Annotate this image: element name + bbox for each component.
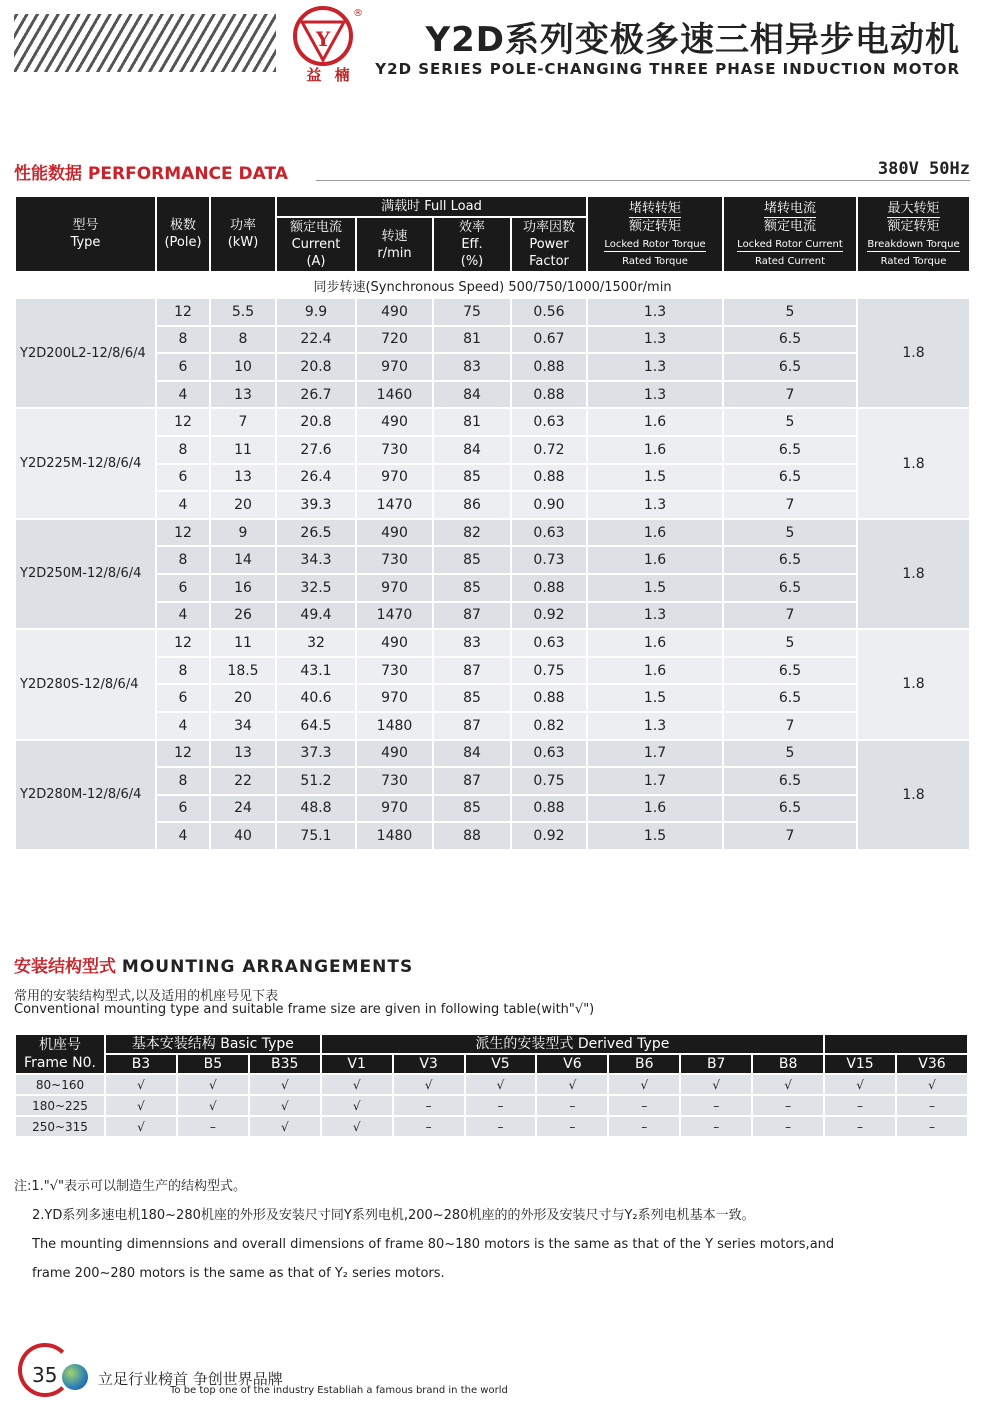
table-row xyxy=(15,408,970,436)
table-cell: 26 xyxy=(210,602,276,630)
header-efficiency: 效率 Eff. (%) xyxy=(433,217,511,272)
mount-mark: – xyxy=(752,1095,824,1116)
header-locked-rotor-current: 堵转电流 额定电流 Locked Rotor Current Rated Current xyxy=(723,196,857,272)
brand-name: 益 楠 xyxy=(306,66,354,84)
table-row xyxy=(15,381,970,409)
mount-col-header: V1 xyxy=(321,1054,393,1074)
mount-mark: √ xyxy=(249,1095,321,1116)
table-cell: 5 xyxy=(723,298,857,326)
table-cell: 1.5 xyxy=(587,574,723,602)
table-cell: 34.3 xyxy=(276,546,356,574)
table-cell: 0.82 xyxy=(511,712,587,740)
table-cell: 730 xyxy=(356,767,433,795)
table-cell: 1.6 xyxy=(587,795,723,823)
table-cell: 0.63 xyxy=(511,740,587,768)
table-cell: 48.8 xyxy=(276,795,356,823)
mount-mark: – xyxy=(465,1116,537,1137)
table-cell: 83 xyxy=(433,353,511,381)
mount-mark: – xyxy=(393,1116,465,1137)
table-cell: 20 xyxy=(210,491,276,519)
table-cell: 6 xyxy=(156,795,210,823)
mount-col-header: V5 xyxy=(465,1054,537,1074)
table-cell: 1.6 xyxy=(587,657,723,685)
table-cell: 0.67 xyxy=(511,326,587,354)
table-cell: 26.7 xyxy=(276,381,356,409)
mount-col-header: B6 xyxy=(608,1054,680,1074)
notes-block xyxy=(14,1172,834,1288)
table-cell: 490 xyxy=(356,408,433,436)
table-cell: 970 xyxy=(356,684,433,712)
mount-col-header: B5 xyxy=(177,1054,249,1074)
table-cell: 1470 xyxy=(356,602,433,630)
table-cell: 7 xyxy=(723,602,857,630)
table-cell: 1.7 xyxy=(587,740,723,768)
table-cell: 730 xyxy=(356,546,433,574)
section-divider xyxy=(316,180,970,181)
table-cell: 5 xyxy=(723,629,857,657)
table-cell: 8 xyxy=(210,326,276,354)
table-cell: 9.9 xyxy=(276,298,356,326)
table-cell: 8 xyxy=(156,546,210,574)
table-cell: 20.8 xyxy=(276,353,356,381)
table-cell: 0.88 xyxy=(511,381,587,409)
table-cell: 1.3 xyxy=(587,491,723,519)
table-row xyxy=(15,684,970,712)
performance-title-en: PERFORMANCE DATA xyxy=(87,164,288,184)
table-cell: 64.5 xyxy=(276,712,356,740)
note-1: 注:1."√"表示可以制造生产的结构型式。 xyxy=(14,1179,247,1194)
table-cell: 32.5 xyxy=(276,574,356,602)
table-cell: 6.5 xyxy=(723,684,857,712)
table-row xyxy=(15,602,970,630)
table-row xyxy=(15,629,970,657)
table-cell: 6.5 xyxy=(723,326,857,354)
table-cell: 22 xyxy=(210,767,276,795)
note-3: The mounting dimennsions and overall dimensions of frame 80~180 motors is the same as that of the Y series motors,and xyxy=(32,1237,835,1252)
mount-mark: – xyxy=(177,1116,249,1137)
mount-mark: √ xyxy=(105,1095,177,1116)
table-row xyxy=(15,326,970,354)
table-cell: 9 xyxy=(210,519,276,547)
table-cell: 40.6 xyxy=(276,684,356,712)
table-cell: 970 xyxy=(356,795,433,823)
table-row xyxy=(15,740,970,768)
mount-mark: – xyxy=(824,1095,896,1116)
slogan-en: To be top one of the industry Establiah a famous brand in the world xyxy=(170,1385,508,1396)
table-cell: 1.6 xyxy=(587,408,723,436)
mount-col-header: B3 xyxy=(105,1054,177,1074)
table-cell: 7 xyxy=(723,491,857,519)
header-current: 额定电流 Current (A) xyxy=(276,217,356,272)
table-cell: 490 xyxy=(356,519,433,547)
table-cell: 1460 xyxy=(356,381,433,409)
sync-speed-note: 同步转速(Synchronous Speed) 500/750/1000/1500r/min xyxy=(15,272,970,298)
mount-mark: – xyxy=(680,1095,752,1116)
table-cell: 82 xyxy=(433,519,511,547)
performance-title-cn: 性能数据 xyxy=(14,164,82,184)
mount-col-header: V15 xyxy=(824,1054,896,1074)
note-4: frame 200~280 motors is the same as that of Y₂ series motors. xyxy=(32,1266,445,1281)
mount-mark: √ xyxy=(177,1074,249,1095)
mount-mark: √ xyxy=(321,1116,393,1137)
table-cell: 18.5 xyxy=(210,657,276,685)
mount-mark: – xyxy=(752,1116,824,1137)
mount-mark: √ xyxy=(393,1074,465,1095)
table-cell: 490 xyxy=(356,740,433,768)
table-cell: 16 xyxy=(210,574,276,602)
table-cell: 4 xyxy=(156,602,210,630)
table-cell: 6.5 xyxy=(723,574,857,602)
table-cell: 13 xyxy=(210,381,276,409)
page-number: 35 xyxy=(32,1363,58,1387)
table-cell: 12 xyxy=(156,519,210,547)
table-row xyxy=(15,657,970,685)
table-cell: 87 xyxy=(433,657,511,685)
table-cell: 85 xyxy=(433,546,511,574)
table-cell: 5 xyxy=(723,408,857,436)
mounting-desc-en: Conventional mounting type and suitable frame size are given in following table(with"√") xyxy=(14,1002,595,1017)
table-cell: 6 xyxy=(156,464,210,492)
header-speed: 转速 r/min xyxy=(356,217,433,272)
table-cell: 34 xyxy=(210,712,276,740)
table-cell: 0.63 xyxy=(511,519,587,547)
table-cell: 6.5 xyxy=(723,546,857,574)
table-cell: 6 xyxy=(156,353,210,381)
table-cell: 5 xyxy=(723,519,857,547)
table-cell: 7 xyxy=(723,381,857,409)
table-row xyxy=(15,546,970,574)
mounting-desc-cn: 常用的安装结构型式,以及适用的机座号见下表 xyxy=(14,989,279,1004)
svg-text:®: ® xyxy=(353,8,363,19)
table-cell: 1480 xyxy=(356,712,433,740)
table-row xyxy=(15,1116,968,1137)
table-cell: 20 xyxy=(210,684,276,712)
table-cell: 0.72 xyxy=(511,436,587,464)
page-title-en: Y2D SERIES POLE-CHANGING THREE PHASE INDUCTION MOTOR xyxy=(375,60,960,78)
mount-col-header: V36 xyxy=(896,1054,968,1074)
header-basic-type: 基本安装结构 Basic Type xyxy=(105,1034,321,1054)
header-blank xyxy=(824,1034,968,1054)
table-cell: 1480 xyxy=(356,822,433,850)
table-cell: 81 xyxy=(433,326,511,354)
table-cell: 27.6 xyxy=(276,436,356,464)
table-cell: 26.4 xyxy=(276,464,356,492)
table-cell: 10 xyxy=(210,353,276,381)
header-locked-rotor-torque: 堵转转矩 额定转矩 Locked Rotor Torque Rated Torque xyxy=(587,196,723,272)
table-row xyxy=(15,795,970,823)
table-cell: 1.5 xyxy=(587,464,723,492)
mount-mark: – xyxy=(896,1095,968,1116)
table-cell: 1.3 xyxy=(587,381,723,409)
table-cell: 0.63 xyxy=(511,629,587,657)
mount-mark: – xyxy=(536,1095,608,1116)
table-cell: 0.73 xyxy=(511,546,587,574)
mounting-title-en: MOUNTING ARRANGEMENTS xyxy=(121,957,414,977)
table-row xyxy=(15,1095,968,1116)
model-name: Y2D280S-12/8/6/4 xyxy=(15,629,156,739)
table-cell: 8 xyxy=(156,657,210,685)
table-cell: 1.3 xyxy=(587,326,723,354)
table-cell: 970 xyxy=(356,574,433,602)
table-cell: 6 xyxy=(156,684,210,712)
table-cell: 6.5 xyxy=(723,795,857,823)
table-row xyxy=(15,712,970,740)
table-cell: 970 xyxy=(356,353,433,381)
table-cell: 1.3 xyxy=(587,298,723,326)
mount-mark: – xyxy=(824,1116,896,1137)
mount-col-header: B8 xyxy=(752,1054,824,1074)
table-cell: 85 xyxy=(433,464,511,492)
mount-mark: √ xyxy=(321,1095,393,1116)
table-cell: 24 xyxy=(210,795,276,823)
model-name: Y2D225M-12/8/6/4 xyxy=(15,408,156,518)
table-cell: 6.5 xyxy=(723,767,857,795)
mount-col-header: V3 xyxy=(393,1054,465,1074)
mount-mark: √ xyxy=(249,1116,321,1137)
frame-size: 180~225 xyxy=(15,1095,105,1116)
mount-mark: √ xyxy=(105,1074,177,1095)
table-cell: 8 xyxy=(156,326,210,354)
mount-mark: – xyxy=(393,1095,465,1116)
table-cell: 40 xyxy=(210,822,276,850)
mount-mark: √ xyxy=(896,1074,968,1095)
table-cell: 84 xyxy=(433,381,511,409)
mount-mark: √ xyxy=(680,1074,752,1095)
table-cell: 4 xyxy=(156,491,210,519)
table-cell: 0.63 xyxy=(511,408,587,436)
breakdown-torque: 1.8 xyxy=(857,740,970,850)
table-cell: 39.3 xyxy=(276,491,356,519)
table-cell: 1.3 xyxy=(587,602,723,630)
header-frame-no: 机座号 Frame N0. xyxy=(15,1034,105,1074)
model-name: Y2D200L2-12/8/6/4 xyxy=(15,298,156,408)
table-cell: 4 xyxy=(156,712,210,740)
mount-mark: – xyxy=(680,1116,752,1137)
mount-mark: √ xyxy=(105,1116,177,1137)
table-cell: 6.5 xyxy=(723,657,857,685)
mount-mark: √ xyxy=(536,1074,608,1095)
table-cell: 11 xyxy=(210,629,276,657)
mounting-table xyxy=(14,1033,969,1138)
table-cell: 49.4 xyxy=(276,602,356,630)
mount-mark: √ xyxy=(608,1074,680,1095)
table-cell: 0.88 xyxy=(511,795,587,823)
table-cell: 0.75 xyxy=(511,767,587,795)
table-cell: 1.5 xyxy=(587,684,723,712)
table-cell: 12 xyxy=(156,408,210,436)
table-cell: 1.6 xyxy=(587,546,723,574)
table-cell: 0.92 xyxy=(511,602,587,630)
model-name: Y2D250M-12/8/6/4 xyxy=(15,519,156,629)
table-cell: 86 xyxy=(433,491,511,519)
table-cell: 1.3 xyxy=(587,712,723,740)
slogan-cn: 立足行业榜首 争创世界品牌 xyxy=(98,1370,283,1388)
mount-mark: √ xyxy=(177,1095,249,1116)
table-cell: 0.88 xyxy=(511,464,587,492)
table-cell: 11 xyxy=(210,436,276,464)
voltage-label: 380V 50Hz xyxy=(877,159,970,179)
table-cell: 4 xyxy=(156,381,210,409)
table-cell: 730 xyxy=(356,436,433,464)
table-cell: 0.90 xyxy=(511,491,587,519)
mount-mark: √ xyxy=(465,1074,537,1095)
table-cell: 87 xyxy=(433,767,511,795)
mount-col-header: V6 xyxy=(536,1054,608,1074)
table-row xyxy=(15,822,970,850)
logo-letter: Y xyxy=(315,27,331,51)
table-row xyxy=(15,464,970,492)
frame-size: 80~160 xyxy=(15,1074,105,1095)
performance-section-title xyxy=(14,159,288,184)
breakdown-torque: 1.8 xyxy=(857,298,970,408)
table-cell: 6.5 xyxy=(723,436,857,464)
mount-mark: – xyxy=(608,1116,680,1137)
breakdown-torque: 1.8 xyxy=(857,519,970,629)
table-cell: 0.92 xyxy=(511,822,587,850)
table-row xyxy=(15,298,970,326)
table-cell: 4 xyxy=(156,822,210,850)
table-row xyxy=(15,491,970,519)
globe-icon xyxy=(62,1364,88,1390)
table-row xyxy=(15,436,970,464)
table-cell: 32 xyxy=(276,629,356,657)
table-cell: 37.3 xyxy=(276,740,356,768)
table-cell: 12 xyxy=(156,740,210,768)
table-cell: 1470 xyxy=(356,491,433,519)
table-row xyxy=(15,1074,968,1095)
table-cell: 87 xyxy=(433,602,511,630)
table-cell: 6.5 xyxy=(723,464,857,492)
table-row xyxy=(15,767,970,795)
table-cell: 13 xyxy=(210,464,276,492)
header-power: 功率 (kW) xyxy=(210,196,276,272)
table-cell: 51.2 xyxy=(276,767,356,795)
table-cell: 7 xyxy=(210,408,276,436)
table-cell: 8 xyxy=(156,436,210,464)
header-breakdown-torque: 最大转矩 额定转矩 Breakdown Torque Rated Torque xyxy=(857,196,970,272)
table-cell: 6 xyxy=(156,574,210,602)
table-cell: 490 xyxy=(356,298,433,326)
table-cell: 0.88 xyxy=(511,574,587,602)
table-cell: 85 xyxy=(433,574,511,602)
mount-mark: – xyxy=(608,1095,680,1116)
table-cell: 26.5 xyxy=(276,519,356,547)
table-cell: 0.88 xyxy=(511,684,587,712)
table-row xyxy=(15,519,970,547)
mount-mark: – xyxy=(465,1095,537,1116)
frame-size: 250~315 xyxy=(15,1116,105,1137)
header-type: 型号 Type xyxy=(15,196,156,272)
breakdown-torque: 1.8 xyxy=(857,408,970,518)
table-cell: 20.8 xyxy=(276,408,356,436)
table-cell: 85 xyxy=(433,795,511,823)
table-cell: 81 xyxy=(433,408,511,436)
mount-mark: – xyxy=(536,1116,608,1137)
mount-mark: √ xyxy=(321,1074,393,1095)
table-row xyxy=(15,574,970,602)
mount-mark: √ xyxy=(824,1074,896,1095)
table-cell: 970 xyxy=(356,464,433,492)
table-cell: 83 xyxy=(433,629,511,657)
table-cell: 1.6 xyxy=(587,519,723,547)
table-row xyxy=(15,353,970,381)
mount-mark: √ xyxy=(249,1074,321,1095)
header-derived-type: 派生的安装型式 Derived Type xyxy=(321,1034,824,1054)
table-cell: 12 xyxy=(156,298,210,326)
table-cell: 75.1 xyxy=(276,822,356,850)
mounting-title-cn: 安装结构型式 xyxy=(14,957,116,977)
mount-mark: √ xyxy=(752,1074,824,1095)
table-cell: 84 xyxy=(433,436,511,464)
mount-col-header: B35 xyxy=(249,1054,321,1074)
table-cell: 8 xyxy=(156,767,210,795)
table-cell: 75 xyxy=(433,298,511,326)
table-cell: 5.5 xyxy=(210,298,276,326)
table-cell: 1.6 xyxy=(587,436,723,464)
table-cell: 1.7 xyxy=(587,767,723,795)
table-cell: 730 xyxy=(356,657,433,685)
table-cell: 22.4 xyxy=(276,326,356,354)
page-title-cn: Y2D系列变极多速三相异步电动机 xyxy=(425,20,960,60)
table-cell: 5 xyxy=(723,740,857,768)
table-cell: 7 xyxy=(723,712,857,740)
mount-mark: – xyxy=(896,1116,968,1137)
table-cell: 720 xyxy=(356,326,433,354)
table-cell: 14 xyxy=(210,546,276,574)
mount-col-header: B7 xyxy=(680,1054,752,1074)
header-full-load: 满载时 Full Load xyxy=(276,196,587,217)
table-cell: 7 xyxy=(723,822,857,850)
breakdown-torque: 1.8 xyxy=(857,629,970,739)
table-cell: 490 xyxy=(356,629,433,657)
mounting-section-title xyxy=(14,952,413,977)
performance-table xyxy=(14,195,971,851)
table-cell: 0.75 xyxy=(511,657,587,685)
table-cell: 1.5 xyxy=(587,822,723,850)
table-cell: 1.6 xyxy=(587,629,723,657)
table-cell: 13 xyxy=(210,740,276,768)
table-cell: 12 xyxy=(156,629,210,657)
header-power-factor: 功率因数 Power Factor xyxy=(511,217,587,272)
table-cell: 0.56 xyxy=(511,298,587,326)
table-cell: 85 xyxy=(433,684,511,712)
table-cell: 84 xyxy=(433,740,511,768)
decorative-hatch xyxy=(14,14,276,72)
note-2: 2.YD系列多速电机180~280机座的外形及安装尺寸同Y系列电机,200~280机座的的外形及安装尺寸与Y₂系列电机基本一致。 xyxy=(32,1208,755,1223)
header-pole: 极数 (Pole) xyxy=(156,196,210,272)
table-cell: 43.1 xyxy=(276,657,356,685)
table-cell: 0.88 xyxy=(511,353,587,381)
table-cell: 1.3 xyxy=(587,353,723,381)
table-cell: 88 xyxy=(433,822,511,850)
model-name: Y2D280M-12/8/6/4 xyxy=(15,740,156,850)
table-cell: 87 xyxy=(433,712,511,740)
table-cell: 6.5 xyxy=(723,353,857,381)
